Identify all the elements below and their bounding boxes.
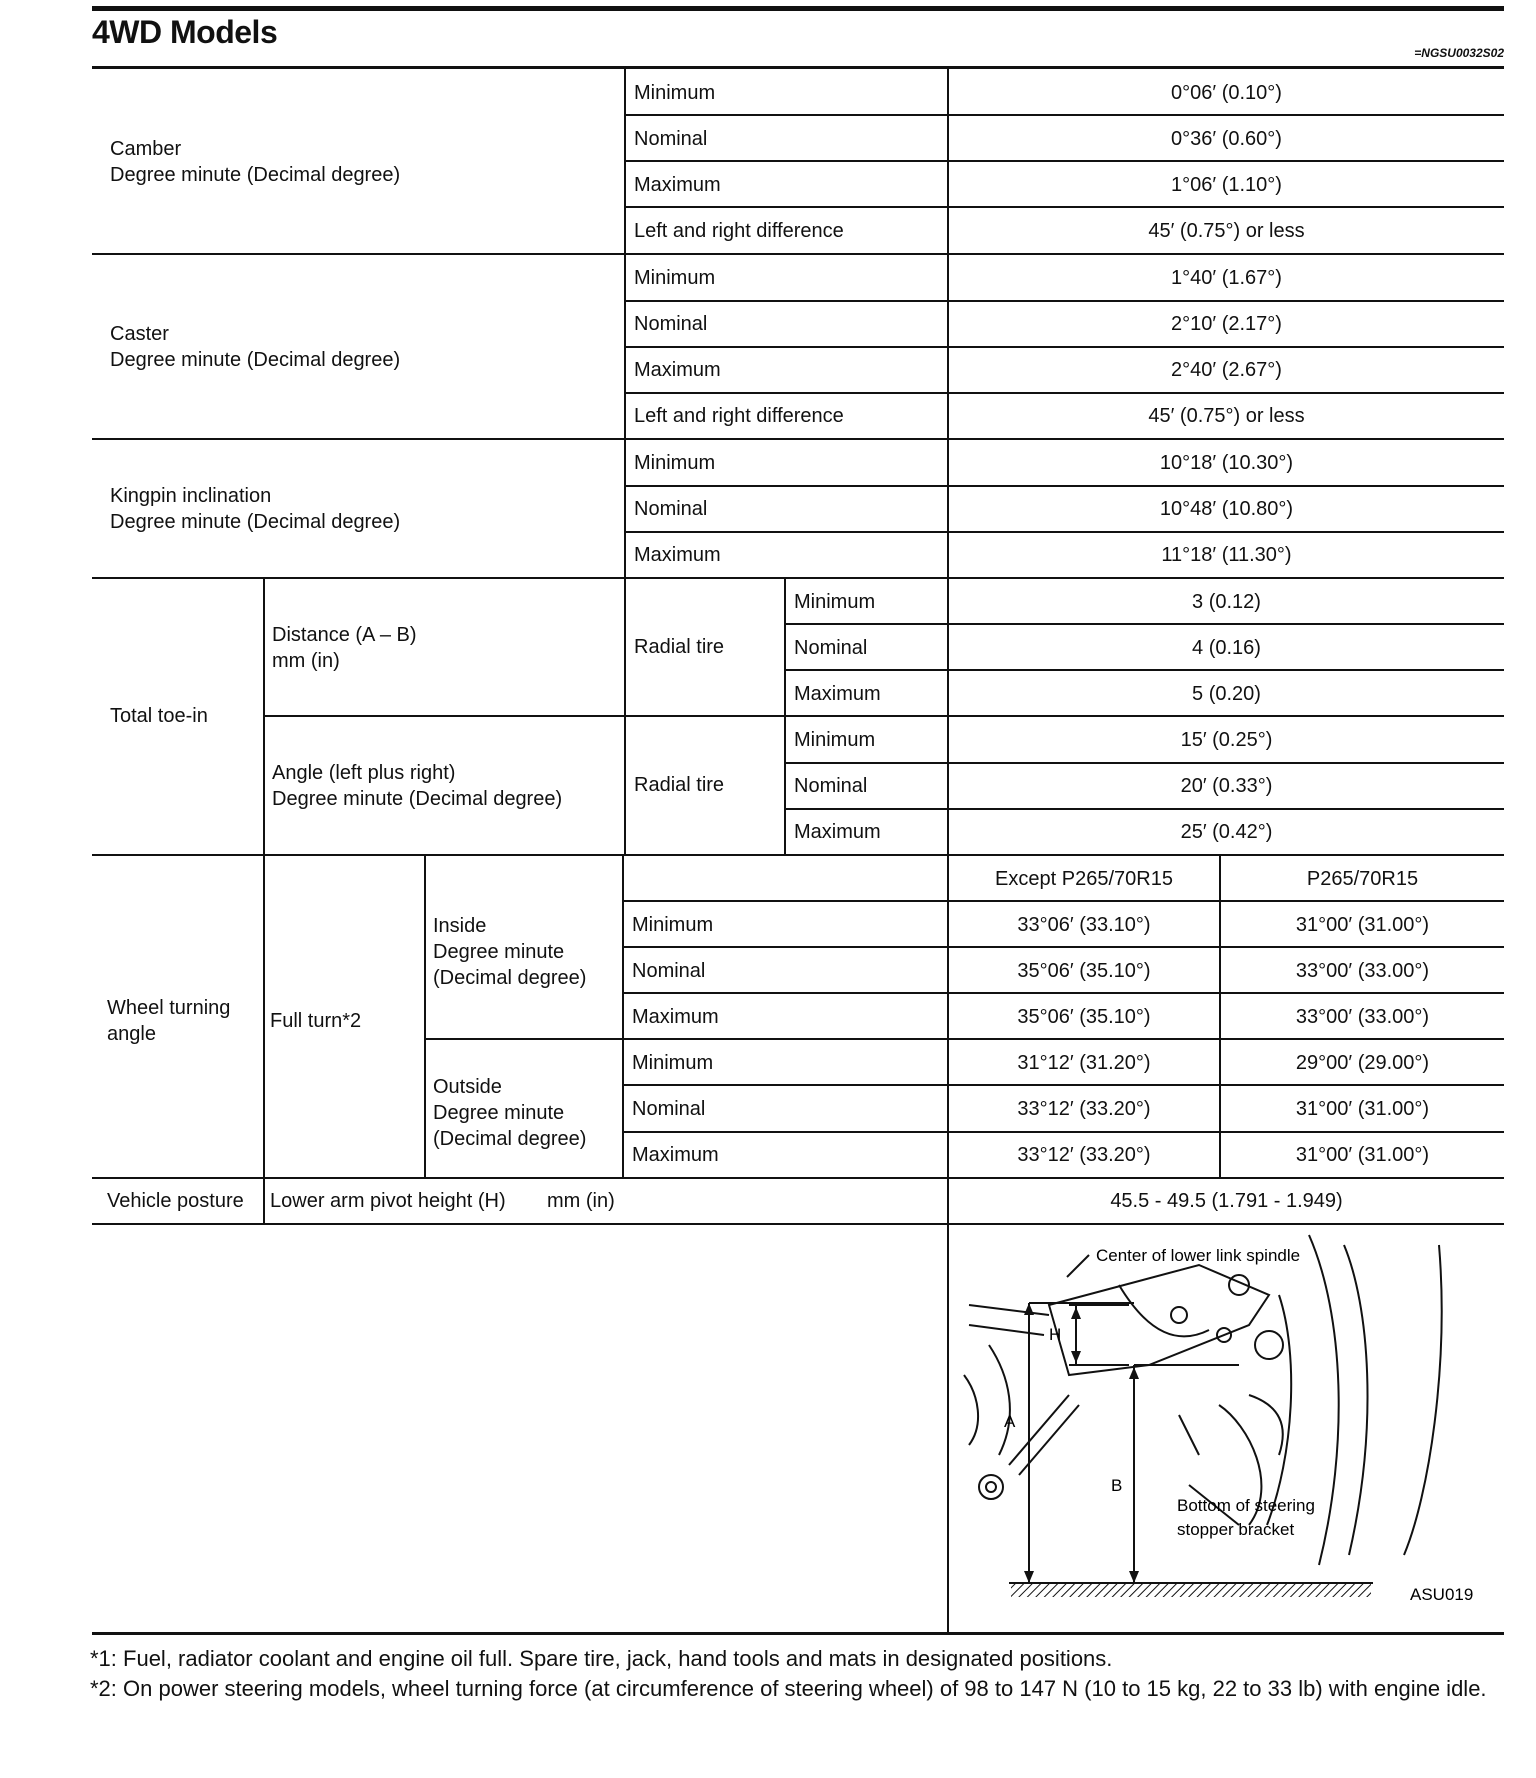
column-header-p265: P265/70R15 [1306,868,1419,890]
kingpin-maximum-label: Maximum [634,544,721,566]
caster-nominal-value: 2°10′ (2.17°) [1171,313,1282,335]
inside-label: Inside [433,915,487,937]
camber-label: Camber [110,138,182,160]
row-divider [784,623,1504,625]
page-title: 4WD Models [92,14,278,50]
camber-unit: Degree minute (Decimal degree) [110,164,401,186]
toe-angle-minimum-label: Minimum [794,729,876,751]
inside-maximum-label: Maximum [632,1006,719,1028]
inside-unit-line2: (Decimal degree) [433,967,587,989]
toe-angle-nominal-label: Nominal [794,775,868,797]
toe-distance-unit: mm (in) [272,650,340,672]
diagram-code: ASU019 [1410,1585,1474,1604]
stopper-bracket-label-line2: stopper bracket [1177,1520,1295,1539]
row-divider [624,160,1504,162]
toe-angle-label: Angle (left plus right) [272,762,456,784]
row-divider [624,485,1504,487]
inside-nominal-label: Nominal [632,960,706,982]
toe-angle-unit: Degree minute (Decimal degree) [272,788,563,810]
diagram-label-b: B [1111,1476,1123,1495]
caster-difference-value: 45′ (0.75°) or less [1148,405,1305,427]
inside-minimum-value-except: 33°06′ (33.10°) [1017,914,1151,936]
suspension-diagram [949,1225,1504,1632]
caster-label: Caster [110,323,169,345]
column-divider [784,578,786,855]
top-rule [92,6,1504,11]
kingpin-minimum-value: 10°18′ (10.30°) [1159,452,1294,474]
outside-maximum-label: Maximum [632,1144,719,1166]
caster-nominal-label: Nominal [634,313,708,335]
column-divider [624,68,626,855]
row-divider [624,346,1504,348]
column-divider [424,855,426,1178]
outside-minimum-value-p265: 29°00′ (29.00°) [1295,1052,1430,1074]
full-turn-label: Full turn*2 [270,1010,362,1032]
camber-minimum-label: Minimum [634,82,716,104]
kingpin-label: Kingpin inclination [110,485,272,507]
toe-angle-maximum-value: 25′ (0.42°) [1180,821,1273,843]
row-divider [624,206,1504,208]
caster-maximum-label: Maximum [634,359,721,381]
toe-in-label: Total toe-in [110,705,208,727]
wheel-turning-label-line2: angle [107,1023,156,1045]
toe-distance-nominal-label: Nominal [794,637,868,659]
document-reference-code: =NGSU0032S02 [1414,46,1504,60]
section-divider [92,854,1504,856]
toe-distance-nominal-value: 4 (0.16) [1192,637,1261,659]
row-divider [624,114,1504,116]
row-divider [784,762,1504,764]
row-divider [622,1131,1504,1133]
wheel-tire-outline [1267,1235,1442,1565]
inside-minimum-value-p265: 31°00′ (31.00°) [1295,914,1430,936]
row-divider [624,392,1504,394]
toe-distance-tire: Radial tire [634,636,725,658]
camber-minimum-value: 0°06′ (0.10°) [1171,82,1282,104]
toe-distance-minimum-value: 3 (0.12) [1192,591,1261,613]
outside-minimum-label: Minimum [632,1052,714,1074]
row-divider [622,900,1504,902]
row-divider [784,669,1504,671]
outside-maximum-value-p265: 31°00′ (31.00°) [1295,1144,1430,1166]
inside-unit-line1: Degree minute [433,941,565,963]
row-divider [622,992,1504,994]
caster-minimum-value: 1°40′ (1.67°) [1171,267,1282,289]
kingpin-nominal-value: 10°48′ (10.80°) [1159,498,1294,520]
row-divider [622,1084,1504,1086]
row-divider [784,808,1504,810]
outside-nominal-value-p265: 31°00′ (31.00°) [1295,1098,1430,1120]
stopper-bracket-label-line1: Bottom of steering [1177,1496,1315,1515]
camber-difference-label: Left and right difference [634,220,844,242]
toe-distance-maximum-label: Maximum [794,683,881,705]
caster-minimum-label: Minimum [634,267,716,289]
caster-maximum-value: 2°40′ (2.67°) [1171,359,1282,381]
camber-maximum-value: 1°06′ (1.10°) [1171,174,1282,196]
table-top-border [92,66,1504,69]
inside-nominal-value-except: 35°06′ (35.10°) [1017,960,1151,982]
kingpin-unit: Degree minute (Decimal degree) [110,511,401,533]
toe-distance-minimum-label: Minimum [794,591,876,613]
row-divider [622,946,1504,948]
section-divider [92,1177,1504,1179]
inside-minimum-label: Minimum [632,914,714,936]
vehicle-posture-label: Vehicle posture [107,1190,244,1212]
outside-unit-line2: (Decimal degree) [433,1128,587,1150]
outside-maximum-value-except: 33°12′ (33.20°) [1017,1144,1151,1166]
inside-maximum-value-p265: 33°00′ (33.00°) [1295,1006,1430,1028]
toe-distance-maximum-value: 5 (0.20) [1192,683,1261,705]
inside-nominal-value-p265: 33°00′ (33.00°) [1295,960,1430,982]
toe-angle-maximum-label: Maximum [794,821,881,843]
center-of-lower-link-spindle-label: Center of lower link spindle [1096,1246,1301,1265]
row-divider [624,531,1504,533]
row-divider [263,715,1504,717]
outside-minimum-value-except: 31°12′ (31.20°) [1017,1052,1151,1074]
footnote-2: *2: On power steering models, wheel turning force (at circumference of steering wheel) of 98 to 147 N (10 to 15 kg, 22 to 33 lb) with engine idle. [90,1676,1487,1701]
camber-nominal-value: 0°36′ (0.60°) [1171,128,1282,150]
outside-nominal-value-except: 33°12′ (33.20°) [1017,1098,1151,1120]
caster-unit: Degree minute (Decimal degree) [110,349,401,371]
toe-angle-tire: Radial tire [634,774,725,796]
kingpin-minimum-label: Minimum [634,452,716,474]
dimension-arrowheads [1024,1303,1139,1583]
table-bottom-border [92,1632,1504,1635]
footnote-1: *1: Fuel, radiator coolant and engine oil full. Spare tire, jack, hand tools and mats in designated positions. [90,1646,1113,1671]
diagram-label-h: H [1049,1325,1062,1344]
toe-distance-label: Distance (A – B) [272,624,417,646]
caster-difference-label: Left and right difference [634,405,844,427]
toe-angle-nominal-value: 20′ (0.33°) [1180,775,1273,797]
toe-angle-minimum-value: 15′ (0.25°) [1180,729,1273,751]
camber-difference-value: 45′ (0.75°) or less [1148,220,1305,242]
section-divider [92,577,1504,579]
inside-maximum-value-except: 35°06′ (35.10°) [1017,1006,1151,1028]
row-divider [424,1038,1504,1040]
lower-arm-pivot-height-label: Lower arm pivot height (H) [270,1190,506,1212]
column-divider [622,855,624,1178]
kingpin-nominal-label: Nominal [634,498,708,520]
lower-arm-pivot-height-unit: mm (in) [547,1190,615,1212]
column-divider [263,578,265,1224]
kingpin-maximum-value: 11°18′ (11.30°) [1161,544,1292,566]
section-divider [92,438,1504,440]
column-header-except-p265: Except P265/70R15 [995,868,1173,890]
camber-maximum-label: Maximum [634,174,721,196]
diagram-label-a: A [1004,1412,1016,1431]
outside-unit-line1: Degree minute [433,1102,565,1124]
outside-nominal-label: Nominal [632,1098,706,1120]
outside-label: Outside [433,1076,502,1098]
row-divider [624,300,1504,302]
ground-hatch [1011,1583,1371,1597]
camber-nominal-label: Nominal [634,128,708,150]
wheel-turning-label-line1: Wheel turning [107,997,231,1019]
section-divider [92,253,1504,255]
lower-arm-pivot-height-value: 45.5 - 49.5 (1.791 - 1.949) [1110,1190,1343,1212]
